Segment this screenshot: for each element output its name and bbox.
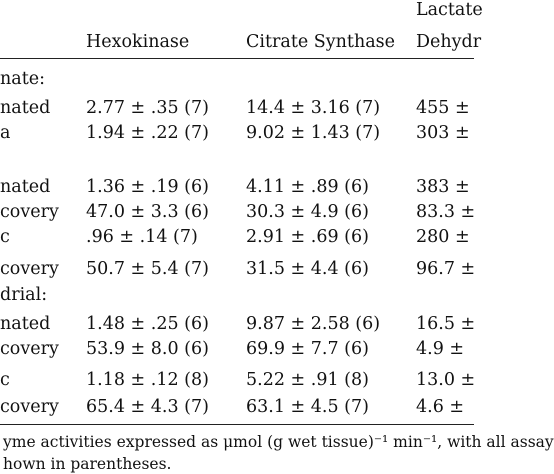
cell-lactate-dehydrogenase: 83.3 ± (416, 202, 476, 222)
cell-lactate-dehydrogenase: 4.9 ± (416, 339, 465, 359)
cell-lactate-dehydrogenase: 96.7 ± (416, 259, 476, 279)
cell-citrate-synthase: 9.02 ± 1.43 (7) (246, 123, 381, 143)
cell-hexokinase: 1.18 ± .12 (8) (86, 370, 209, 390)
row-label: covery (0, 259, 59, 279)
cell-citrate-synthase: 5.22 ± .91 (8) (246, 370, 369, 390)
cell-lactate-dehydrogenase: 4.6 ± (416, 397, 465, 417)
cell-lactate-dehydrogenase: 303 ± (416, 123, 470, 143)
cell-hexokinase: 65.4 ± 4.3 (7) (86, 397, 209, 417)
cell-lactate-dehydrogenase: 13.0 ± (416, 370, 476, 390)
bottom-rule (0, 424, 474, 425)
header-lactate: Lactate (416, 0, 483, 20)
cell-citrate-synthase: 31.5 ± 4.4 (6) (246, 259, 369, 279)
cell-hexokinase: 53.9 ± 8.0 (6) (86, 339, 209, 359)
row-label: c (0, 227, 10, 247)
cell-citrate-synthase: 9.87 ± 2.58 (6) (246, 314, 381, 334)
cell-lactate-dehydrogenase: 280 ± (416, 227, 470, 247)
header-dehydrogenase: Dehydr (416, 32, 482, 52)
cell-citrate-synthase: 2.91 ± .69 (6) (246, 227, 369, 247)
row-label: covery (0, 397, 59, 417)
header-hexokinase: Hexokinase (86, 32, 190, 52)
header-citrate-synthase: Citrate Synthase (246, 32, 395, 52)
section-title: drial: (0, 285, 48, 305)
section-title: nate: (0, 69, 45, 89)
cell-citrate-synthase: 63.1 ± 4.5 (7) (246, 397, 369, 417)
cell-lactate-dehydrogenase: 383 ± (416, 177, 470, 197)
cell-hexokinase: 1.94 ± .22 (7) (86, 123, 209, 143)
cell-hexokinase: 2.77 ± .35 (7) (86, 98, 209, 118)
footnote-line-1: yme activities expressed as μmol (g wet tissue)⁻¹ min⁻¹, with all assay (3, 433, 554, 451)
cell-citrate-synthase: 69.9 ± 7.7 (6) (246, 339, 369, 359)
row-label: covery (0, 202, 59, 222)
cell-hexokinase: 1.36 ± .19 (6) (86, 177, 209, 197)
row-label: nated (0, 98, 51, 118)
cell-citrate-synthase: 14.4 ± 3.16 (7) (246, 98, 381, 118)
row-label: a (0, 123, 11, 143)
header-rule (0, 58, 474, 59)
cell-citrate-synthase: 30.3 ± 4.9 (6) (246, 202, 369, 222)
cell-hexokinase: 47.0 ± 3.3 (6) (86, 202, 209, 222)
cell-hexokinase: 50.7 ± 5.4 (7) (86, 259, 209, 279)
cell-hexokinase: .96 ± .14 (7) (86, 227, 198, 247)
cell-lactate-dehydrogenase: 16.5 ± (416, 314, 476, 334)
row-label: covery (0, 339, 59, 359)
cell-lactate-dehydrogenase: 455 ± (416, 98, 470, 118)
footnote-line-2: hown in parentheses. (3, 455, 172, 473)
row-label: nated (0, 314, 51, 334)
row-label: c (0, 370, 10, 390)
row-label: nated (0, 177, 51, 197)
cell-hexokinase: 1.48 ± .25 (6) (86, 314, 209, 334)
cell-citrate-synthase: 4.11 ± .89 (6) (246, 177, 369, 197)
